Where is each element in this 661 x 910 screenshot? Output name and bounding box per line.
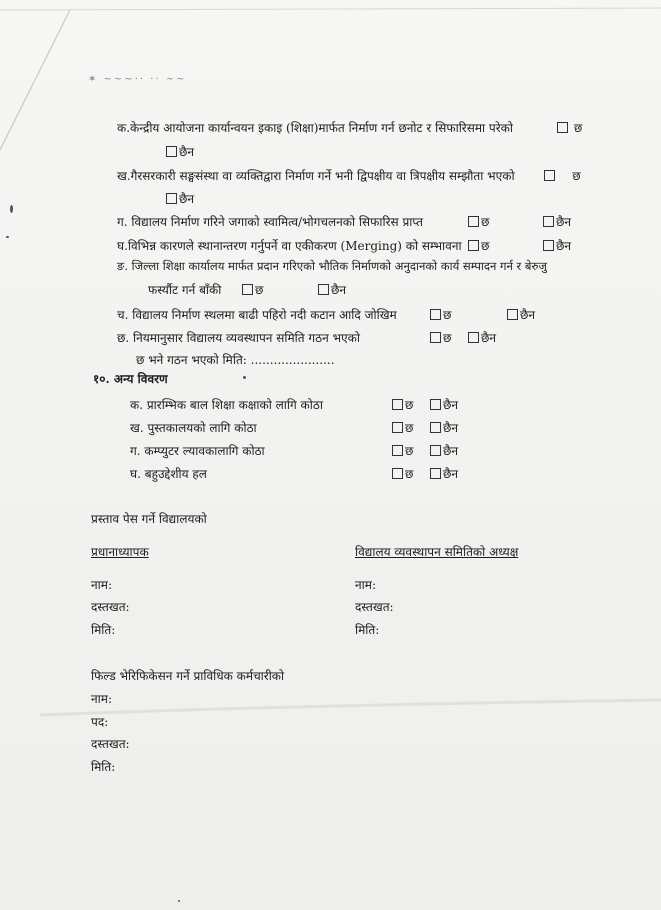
checkbox-icon[interactable] (392, 422, 403, 433)
verifier-post-label: पद: (91, 715, 109, 729)
checkbox-icon[interactable] (468, 216, 479, 227)
row-nga-yes[interactable]: छ (242, 281, 263, 298)
row-ga-yes[interactable]: छ (468, 213, 489, 230)
scan-speck (178, 900, 180, 902)
row-cha-yes[interactable]: छ (430, 306, 451, 323)
verifier-signature-label: दस्तखत: (91, 737, 130, 751)
row-ka-label: क.केन्द्रीय आयोजना कार्यान्वयन इकाइ (शिक्षा)मार्फत निर्माण गर्न छनोट र सिफारिसमा परेको (117, 121, 513, 135)
section10-item-1-label: क. प्रारम्भिक बाल शिक्षा कक्षाको लागि कोठा (130, 398, 323, 412)
row-chha-yes[interactable]: छ (430, 329, 451, 346)
checkbox-icon[interactable] (557, 122, 568, 133)
checkbox-icon[interactable] (430, 399, 441, 410)
smc-chair-title: विद्यालय व्यवस्थापन समितिको अध्यक्ष (355, 545, 519, 559)
section10-item-1-yes[interactable]: छ (392, 396, 413, 413)
section10-item-3-yes[interactable]: छ (392, 442, 413, 459)
row-kha-label: ख.गैरसरकारी सङ्घसंस्था वा व्यक्तिद्वारा निर्माण गर्ने भनी द्विपक्षीय वा त्रिपक्षीय सम्झौता भएको (117, 169, 515, 183)
chair-name-label: नाम: (355, 578, 376, 592)
principal-signature-label: दस्तखत: (91, 600, 130, 614)
row-kha-yes[interactable]: छ (544, 167, 581, 184)
principal-title: प्रधानाध्यापक (91, 545, 149, 559)
scan-speck (6, 236, 9, 238)
row-ga-label: ग. विद्यालय निर्माण गरिने जगाको स्वामित्व/भोगचलनको सिफारिस प्राप्त (117, 215, 423, 229)
row-ka-no[interactable]: छैन (166, 143, 194, 160)
section10-item-4-yes[interactable]: छ (392, 465, 413, 482)
proposal-intro: प्रस्ताव पेस गर्ने विद्यालयको (91, 512, 207, 526)
row-nga-label: ङ. जिल्ला शिक्षा कार्यालय मार्फत प्रदान गरिएको भौतिक निर्माणको अनुदानको कार्य सम्पादन गर्न र बेरुजु (117, 259, 547, 273)
section10-item-3-no[interactable]: छैन (430, 442, 458, 459)
row-chha-no[interactable]: छैन (468, 329, 496, 346)
row-gha-yes[interactable]: छ (468, 237, 489, 254)
checkbox-icon[interactable] (543, 240, 554, 251)
checkbox-icon[interactable] (430, 309, 441, 320)
section-10-heading: १०. अन्य विवरण (93, 372, 168, 386)
row-gha-label: घ.विभिन्न कारणले स्थानान्तरण गर्नुपर्ने वा एकीकरण (Merging) को सम्भावना (117, 239, 462, 253)
checkbox-icon[interactable] (430, 422, 441, 433)
section10-item-2-no[interactable]: छैन (430, 419, 458, 436)
row-cha-no[interactable]: छैन (507, 306, 535, 323)
row-ka-yes[interactable]: छ (557, 119, 582, 136)
checkbox-icon[interactable] (430, 332, 441, 343)
checkbox-icon[interactable] (430, 445, 441, 456)
scan-smudge: ✶ ~~~·· ·· ~~ (88, 74, 187, 85)
verifier-date-label: मिति: (91, 760, 116, 774)
section10-item-1-no[interactable]: छैन (430, 396, 458, 413)
row-ga-no[interactable]: छैन (543, 213, 571, 230)
section10-item-4-no[interactable]: छैन (430, 465, 458, 482)
checkbox-icon[interactable] (166, 146, 177, 157)
checkbox-icon[interactable] (392, 445, 403, 456)
verifier-name-label: नाम: (91, 692, 112, 706)
row-kha-no[interactable]: छैन (166, 190, 194, 207)
row-nga-label-cont: फर्स्यौट गर्न बाँकी (148, 283, 222, 297)
checkbox-icon[interactable] (430, 468, 441, 479)
row-nga-no[interactable]: छैन (318, 281, 346, 298)
row-gha-no[interactable]: छैन (543, 237, 571, 254)
scan-speck (10, 205, 13, 213)
row-cha-label: च. विद्यालय निर्माण स्थलमा बाढी पहिरो नदी कटान आदि जोखिम (117, 308, 397, 322)
checkbox-icon[interactable] (544, 170, 555, 181)
checkbox-icon[interactable] (318, 284, 329, 295)
principal-name-label: नाम: (91, 578, 112, 592)
checkbox-icon[interactable] (242, 284, 253, 295)
chair-date-label: मिति: (355, 623, 380, 637)
checkbox-icon[interactable] (392, 468, 403, 479)
checkbox-icon[interactable] (543, 216, 554, 227)
section10-item-3-label: ग. कम्प्युटर ल्यावकालागि कोठा (130, 444, 265, 458)
checkbox-icon[interactable] (468, 332, 479, 343)
chair-signature-label: दस्तखत: (355, 600, 394, 614)
verification-title: फिल्ड भेरिफिकेसन गर्ने प्राविधिक कर्मचारीको (91, 669, 285, 683)
formation-date-line: छ भने गठन भएको मिति: ...................... (136, 353, 335, 367)
checkbox-icon[interactable] (507, 309, 518, 320)
checkbox-icon[interactable] (468, 240, 479, 251)
checkbox-icon[interactable] (166, 193, 177, 204)
principal-date-label: मिति: (91, 623, 116, 637)
section10-item-2-label: ख. पुस्तकालयको लागि कोठा (130, 421, 257, 435)
checkbox-icon[interactable] (392, 399, 403, 410)
row-chha-label: छ. नियमानुसार विद्यालय व्यवस्थापन समिति गठन भएको (117, 331, 361, 345)
scan-speck (243, 376, 246, 379)
section10-item-2-yes[interactable]: छ (392, 419, 413, 436)
section10-item-4-label: घ. बहुउद्देशीय हल (130, 467, 207, 481)
